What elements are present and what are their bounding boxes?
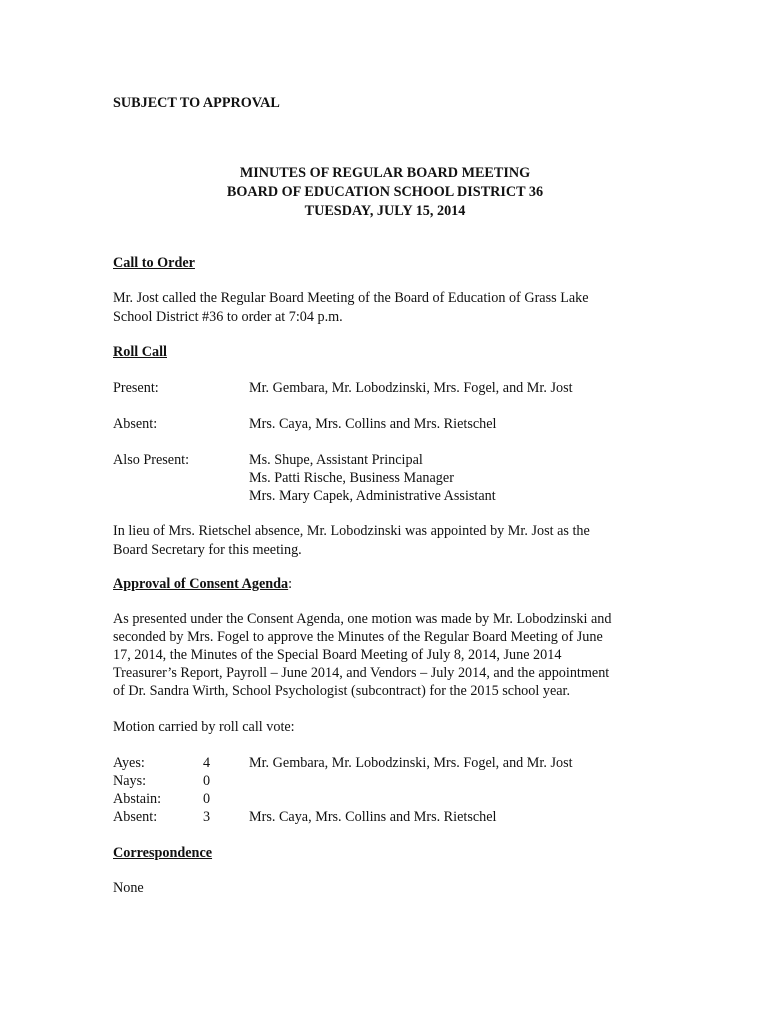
consent-agenda-heading-colon: : [288, 576, 293, 592]
title-line-3: TUESDAY, JULY 15, 2014 [304, 203, 466, 219]
correspondence-value: None [113, 880, 144, 896]
vote-count: 4 [203, 755, 211, 771]
also-present-item: Mrs. Mary Capek, Administrative Assistant [249, 488, 496, 504]
consent-agenda-line: As presented under the Consent Agenda, one motion was made by Mr. Lobodzinski and [113, 611, 612, 627]
title-line-1: MINUTES OF REGULAR BOARD MEETING [239, 165, 531, 181]
vote-count: 3 [203, 809, 211, 825]
present-label: Present: [113, 380, 159, 396]
also-present-label: Also Present: [113, 452, 190, 468]
secretary-note-line-2: Board Secretary for this meeting. [113, 542, 302, 558]
consent-agenda-heading: Approval of Consent Agenda [113, 576, 289, 592]
call-to-order-line-2: School District #36 to order at 7:04 p.m. [113, 309, 343, 325]
call-to-order-heading: Call to Order [113, 255, 195, 271]
consent-agenda-line: Treasurer’s Report, Payroll – June 2014, and Vendors – July 2014, and the appointment [113, 665, 610, 681]
vote-count: 0 [203, 773, 211, 789]
also-present-item: Ms. Patti Rische, Business Manager [249, 470, 454, 486]
vote-label: Ayes: [113, 755, 145, 771]
vote-label: Abstain: [113, 791, 162, 807]
vote-names: Mrs. Caya, Mrs. Collins and Mrs. Rietschel [249, 809, 497, 825]
title-line-2: BOARD OF EDUCATION SCHOOL DISTRICT 36 [226, 184, 544, 200]
consent-agenda-heading-row [113, 575, 292, 593]
secretary-note-line-1: In lieu of Mrs. Rietschel absence, Mr. Lobodzinski was appointed by Mr. Jost as the [113, 523, 590, 539]
also-present-item: Ms. Shupe, Assistant Principal [249, 452, 423, 468]
absent-value: Mrs. Caya, Mrs. Collins and Mrs. Rietschel [249, 416, 497, 432]
absent-label: Absent: [113, 416, 158, 432]
present-value: Mr. Gembara, Mr. Lobodzinski, Mrs. Fogel, and Mr. Jost [249, 380, 573, 396]
vote-names: Mr. Gembara, Mr. Lobodzinski, Mrs. Fogel, and Mr. Jost [249, 755, 573, 771]
motion-text: Motion carried by roll call vote: [113, 719, 295, 735]
consent-agenda-line: 17, 2014, the Minutes of the Special Board Meeting of July 8, 2014, June 2014 [113, 647, 562, 663]
correspondence-heading: Correspondence [113, 845, 213, 861]
vote-label: Nays: [113, 773, 147, 789]
vote-label: Absent: [113, 809, 158, 825]
consent-agenda-line: seconded by Mrs. Fogel to approve the Minutes of the Regular Board Meeting of June [113, 629, 603, 645]
call-to-order-line-1: Mr. Jost called the Regular Board Meeting of the Board of Education of Grass Lake [113, 290, 589, 306]
roll-call-heading: Roll Call [113, 344, 167, 360]
vote-count: 0 [203, 791, 211, 807]
consent-agenda-line: of Dr. Sandra Wirth, School Psychologist (subcontract) for the 2015 school year. [113, 683, 571, 699]
approval-status: SUBJECT TO APPROVAL [113, 95, 280, 111]
